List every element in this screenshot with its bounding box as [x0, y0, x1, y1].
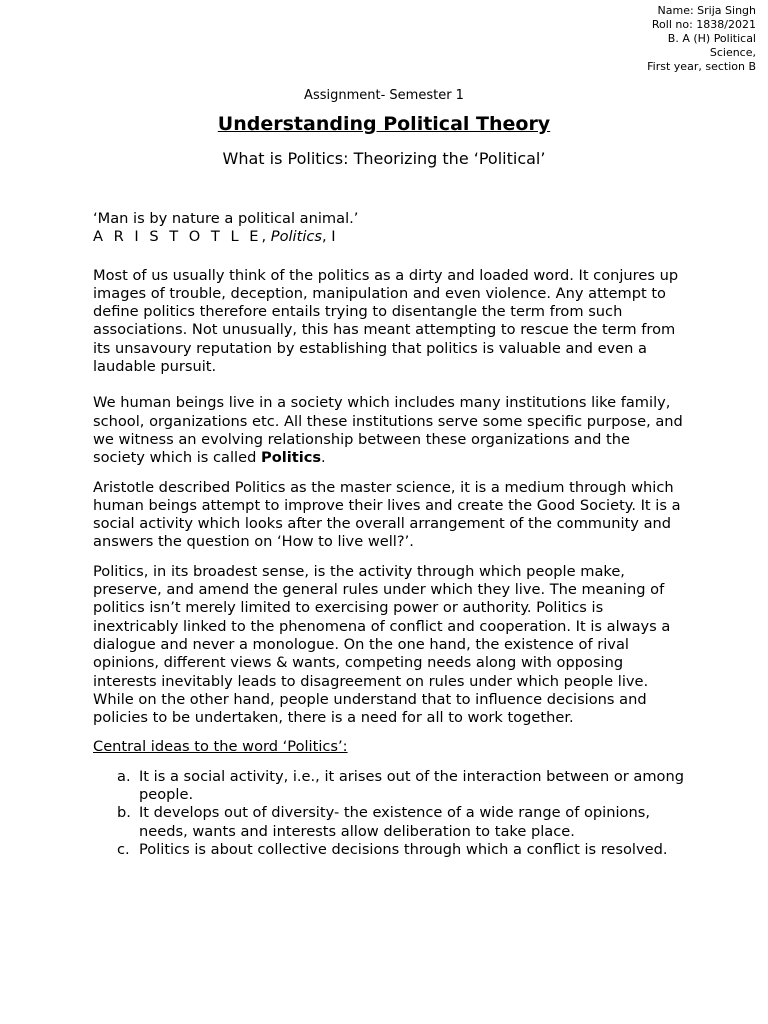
list-item-text: It develops out of diversity- the existence of a wide range of opinions, needs, wants and interests allow deliberation to take place. [139, 804, 650, 840]
paragraph-1: Most of us usually think of the politics as a dirty and loaded word. It conjures up images of trouble, deception, manipulation and even violence. Any attempt to define politics therefore entails trying to disentangle the term from such associations. Not unusually, this has meant attempting to rescue the term from its unsavoury reputation by establishing that politics is valuable and even a laudable pursuit. [93, 266, 679, 376]
course-line-1: B. A (H) Political [667, 32, 756, 45]
paragraph-3: Aristotle described Politics as the master science, it is a medium through which human beings attempt to improve their lives and create the Good Society. It is a social activity which looks after the overall arrangement of the community and answers the question on ‘How to live well?’. [93, 478, 681, 551]
list-item [117, 804, 685, 841]
list-item-text: Politics is about collective decisions through which a conflict is resolved. [139, 840, 668, 858]
quote-text: ‘Man is by nature a political animal.’ [93, 210, 359, 227]
list-marker: c. [117, 840, 130, 858]
paragraph-4: Politics, in its broadest sense, is the activity through which people make, preserve, and amend the general rules under which they live. The meaning of politics isn’t merely limited to exercising power or authority. Politics is inextricably linked to the phenomena of conflict and cooperation. It is always a dialogue and never a monologue. On the one hand, the existence of rival opinions, different views & wants, competing needs along with opposing interests inevitably leads to disagreement on rules under which people live. While on the other hand, people understand that to influence decisions and policies to be undertaken, there is a need for all to work together. [93, 562, 671, 727]
central-ideas-heading: Central ideas to the word ‘Politics’: [93, 738, 348, 756]
quote-separator: , [261, 228, 271, 246]
document-title: Understanding Political Theory [217, 113, 551, 135]
student-name: Name: Srija Singh [657, 4, 756, 17]
document-subtitle: What is Politics: Theorizing the ‘Political’ [222, 149, 546, 168]
list-item-text: It is a social activity, i.e., it arises out of the interaction between or among people. [139, 767, 684, 804]
roll-number: Roll no: 1838/2021 [651, 18, 756, 31]
epigraph [93, 210, 685, 247]
list-item [117, 841, 685, 859]
list-item [117, 768, 685, 805]
assignment-label: Assignment- Semester 1 [304, 88, 464, 103]
paragraph-2-end: . [321, 449, 326, 467]
quote-work: Politics [270, 228, 323, 246]
paragraph-2-text: We human beings live in a society which includes many institutions like family, school, organizations etc. All these institutions serve some specific purpose, and we witness an evolving relationship between these organizations and the society which is called [93, 394, 683, 467]
course-line-2: Science, [709, 46, 756, 59]
paragraph-2-bold: Politics [261, 449, 322, 467]
list-marker: b. [117, 804, 131, 822]
year-section: First year, section B [647, 60, 756, 73]
quote-author: A R I S T O T L E [93, 228, 262, 246]
quote-attribution [93, 228, 685, 246]
document-body [93, 210, 685, 859]
quote-book: , I [322, 228, 336, 246]
list-marker: a. [117, 767, 131, 785]
paragraph-2 [93, 394, 685, 467]
student-details [616, 4, 756, 74]
central-ideas-list [93, 768, 685, 859]
